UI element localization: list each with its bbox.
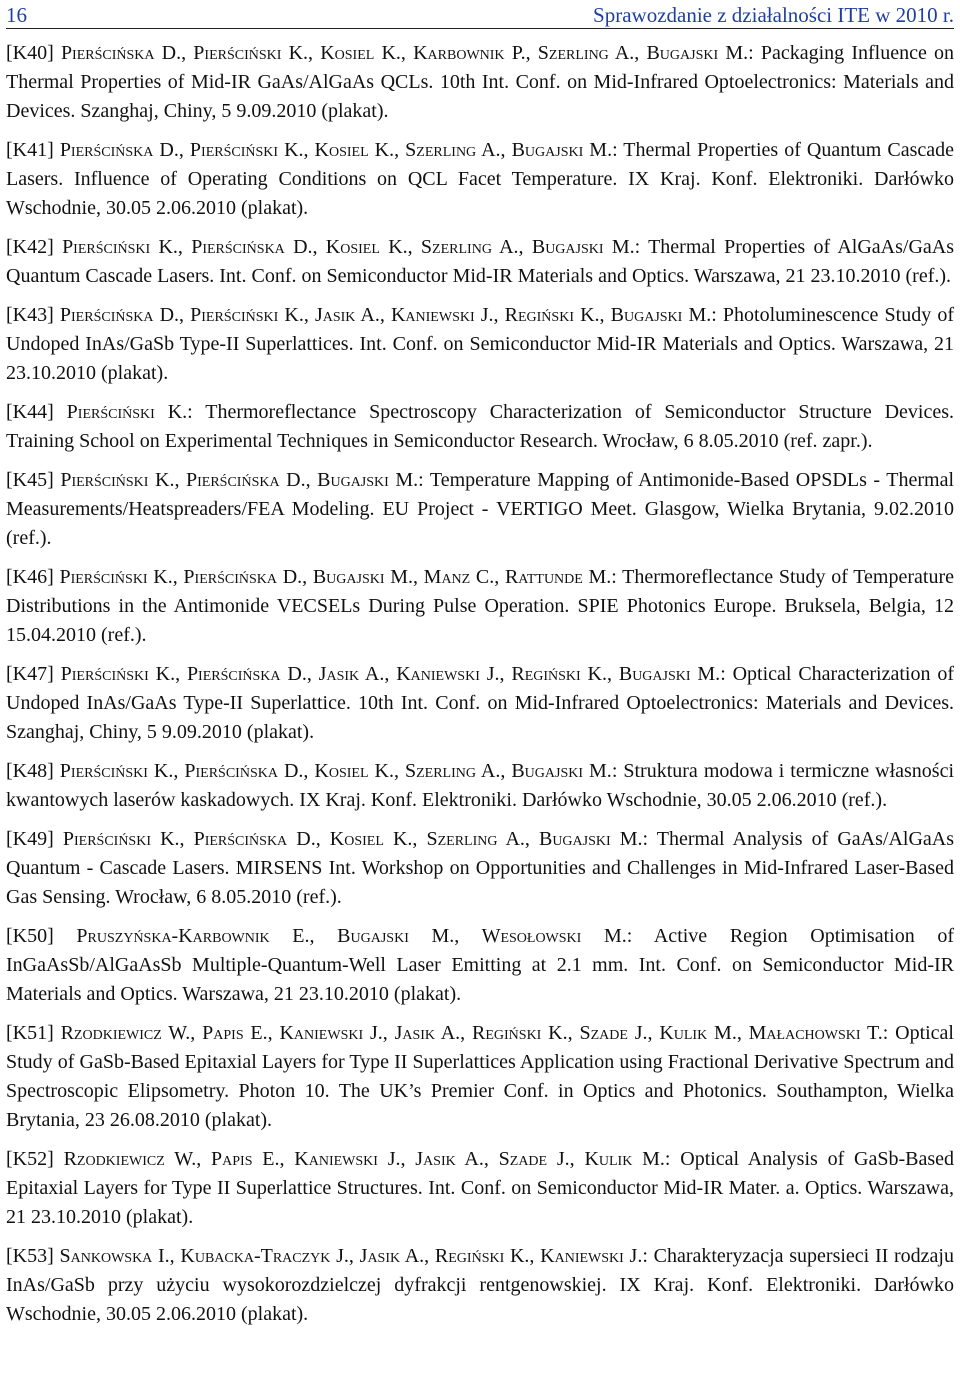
reference-id: [K45] (6, 469, 54, 491)
page-header (6, 0, 954, 29)
reference-text: : Thermal Properties of AlGaAs/GaAs Quantum Cascade Lasers. Int. Conf. on Semiconductor Mid-IR Materials and Optics. Warszawa, 21 23.10.2010 (ref.). (6, 236, 955, 287)
reference-text: : Active Region Optimisation of InGaAsSb/AlGaAsSb Multiple-Quantum-Well Laser Emitting at 2.1 mm. Int. Conf. on Semiconductor Mid-IR Materials and Optics. Warszawa, 21 23.10.2010 (plakat). (6, 925, 955, 1005)
reference-entry (6, 466, 954, 553)
reference-entry (6, 233, 954, 291)
reference-authors: Pierściński K. (66, 401, 188, 423)
reference-authors: Pierściński K., Pierścińska D., Kosiel K., Szerling A., Bugajski M. (59, 760, 612, 782)
reference-entry (6, 398, 954, 456)
reference-id: [K47] (6, 663, 54, 685)
reference-entry (6, 301, 954, 388)
reference-authors: Pierściński K., Pierścińska D., Jasik A., Kaniewski J., Regiński K., Bugajski M. (60, 663, 721, 685)
running-title: Sprawozdanie z działalności ITE w 2010 r. (593, 3, 954, 27)
reference-text: : Optical Study of GaSb-Based Epitaxial Layers for Type II Superlattices Application using Fractional Derivative Spectrum and Spectroscopic Elipsometry. Photon 10. The UK’s Premier Conf. in Optics and Photonics. Southampton, Wielka Brytania, 23 26.08.2010 (plakat). (6, 1022, 954, 1131)
reference-authors: Pierścińska D., Pierściński K., Kosiel K., Karbownik P., Szerling A., Bugajski M. (60, 42, 749, 64)
reference-text: : Charakteryzacja supersieci II rodzaju InAs/GaSb przy użyciu wysokorozdzielczej dyfrakcji rentgenowskiej. IX Kraj. Konf. Elektroniki. Darłówko Wschodnie, 30.05 2.06.2010 (plakat). (6, 1245, 954, 1325)
reference-authors: Rzodkiewicz W., Papis E., Kaniewski J., Jasik A., Regiński K., Szade J., Kulik M., Małachowski T. (60, 1022, 883, 1044)
reference-text: : Thermal Properties of Quantum Cascade Lasers. Influence of Operating Conditions on QCL Facet Temperature. IX Kraj. Konf. Elektroniki. Darłówko Wschodnie, 30.05 2.06.2010 (plakat). (6, 139, 955, 219)
reference-entry (6, 1145, 954, 1232)
reference-authors: Pierścińska D., Pierściński K., Jasik A., Kaniewski J., Regiński K., Bugajski M. (59, 304, 712, 326)
reference-text: : Optical Characterization of Undoped InAs/GaAs Type-II Superlattice. 10th Int. Conf. on Mid-Infrared Optoelectronics: Materials and Devices. Szanghaj, Chiny, 5 9.09.2010 (plakat). (6, 663, 955, 743)
reference-text: : Thermoreflectance Study of Temperature Distributions in the Antimonide VECSELs During Pulse Operation. SPIE Photonics Europe. Bruksela, Belgia, 12 15.04.2010 (ref.). (6, 566, 954, 646)
reference-text: : Struktura modowa i termiczne własności kwantowych laserów kaskadowych. IX Kraj. Konf. Elektroniki. Darłówko Wschodnie, 30.05 2.06.2010 (ref.). (6, 760, 954, 811)
reference-entry (6, 39, 954, 126)
reference-authors: Pierściński K., Pierścińska D., Bugajski M. (60, 469, 419, 491)
reference-authors: Pierścińska D., Pierściński K., Kosiel K., Szerling A., Bugajski M. (59, 139, 613, 161)
reference-entry (6, 1242, 954, 1329)
reference-authors: Pruszyńska-Karbownik E., Bugajski M., Wesołowski M. (76, 925, 627, 947)
reference-entry (6, 757, 954, 815)
reference-authors: Pierściński K., Pierścińska D., Kosiel K., Szerling A., Bugajski M. (62, 236, 635, 258)
reference-text: : Temperature Mapping of Antimonide-Based OPSDLs - Thermal Measurements/Heatspreaders/FEA Modeling. EU Project - VERTIGO Meet. Glasgow, Wielka Brytania, 9.02.2010 (ref.). (6, 469, 955, 549)
reference-entry (6, 1019, 954, 1135)
reference-id: [K43] (6, 304, 54, 326)
reference-entry (6, 825, 954, 912)
reference-id: [K51] (6, 1022, 54, 1044)
reference-entry (6, 922, 954, 1009)
reference-entry (6, 136, 954, 223)
reference-authors: Pierściński K., Pierścińska D., Bugajski M., Manz C., Rattunde M. (59, 566, 612, 588)
reference-id: [K41] (6, 139, 54, 161)
reference-authors: Sankowska I., Kubacka-Traczyk J., Jasik A., Regiński K., Kaniewski J. (59, 1245, 643, 1267)
reference-id: [K40] (6, 42, 54, 64)
reference-entry (6, 660, 954, 747)
reference-id: [K53] (6, 1245, 54, 1267)
reference-entry (6, 563, 954, 650)
reference-id: [K50] (6, 925, 54, 947)
reference-list (6, 39, 954, 1329)
page-number: 16 (6, 3, 27, 27)
reference-id: [K44] (6, 401, 54, 423)
reference-id: [K49] (6, 828, 54, 850)
reference-authors: Rzodkiewicz W., Papis E., Kaniewski J., Jasik A., Szade J., Kulik M. (63, 1148, 665, 1170)
reference-id: [K46] (6, 566, 54, 588)
reference-authors: Pierściński K., Pierścińska D., Kosiel K., Szerling A., Bugajski M. (62, 828, 643, 850)
reference-text: : Thermal Analysis of GaAs/AlGaAs Quantum - Cascade Lasers. MIRSENS Int. Workshop on Opportunities and Challenges in Mid-Infrared Laser-Based Gas Sensing. Wrocław, 6 8.05.2010 (ref.). (6, 828, 954, 908)
reference-id: [K52] (6, 1148, 54, 1170)
reference-text: : Photoluminescence Study of Undoped InAs/GaSb Type-II Superlattices. Int. Conf. on Semiconductor Mid-IR Materials and Optics. Warszawa, 21 23.10.2010 (plakat). (6, 304, 954, 384)
reference-id: [K42] (6, 236, 54, 258)
reference-text: : Optical Analysis of GaSb-Based Epitaxial Layers for Type II Superlattice Structures. Int. Conf. on Semiconductor Mid-IR Mater. a. Optics. Warszawa, 21 23.10.2010 (plakat). (6, 1148, 955, 1228)
reference-text: : Thermoreflectance Spectroscopy Characterization of Semiconductor Structure Devices. Training School on Experimental Techniques in Semiconductor Research. Wrocław, 6 8.05.2010 (ref. zapr.). (6, 401, 955, 452)
reference-text: : Packaging Influence on Thermal Properties of Mid-IR GaAs/AlGaAs QCLs. 10th Int. Conf. on Mid-Infrared Optoelectronics: Materials and Devices. Szanghaj, Chiny, 5 9.09.2010 (plakat). (6, 42, 954, 122)
reference-id: [K48] (6, 760, 54, 782)
